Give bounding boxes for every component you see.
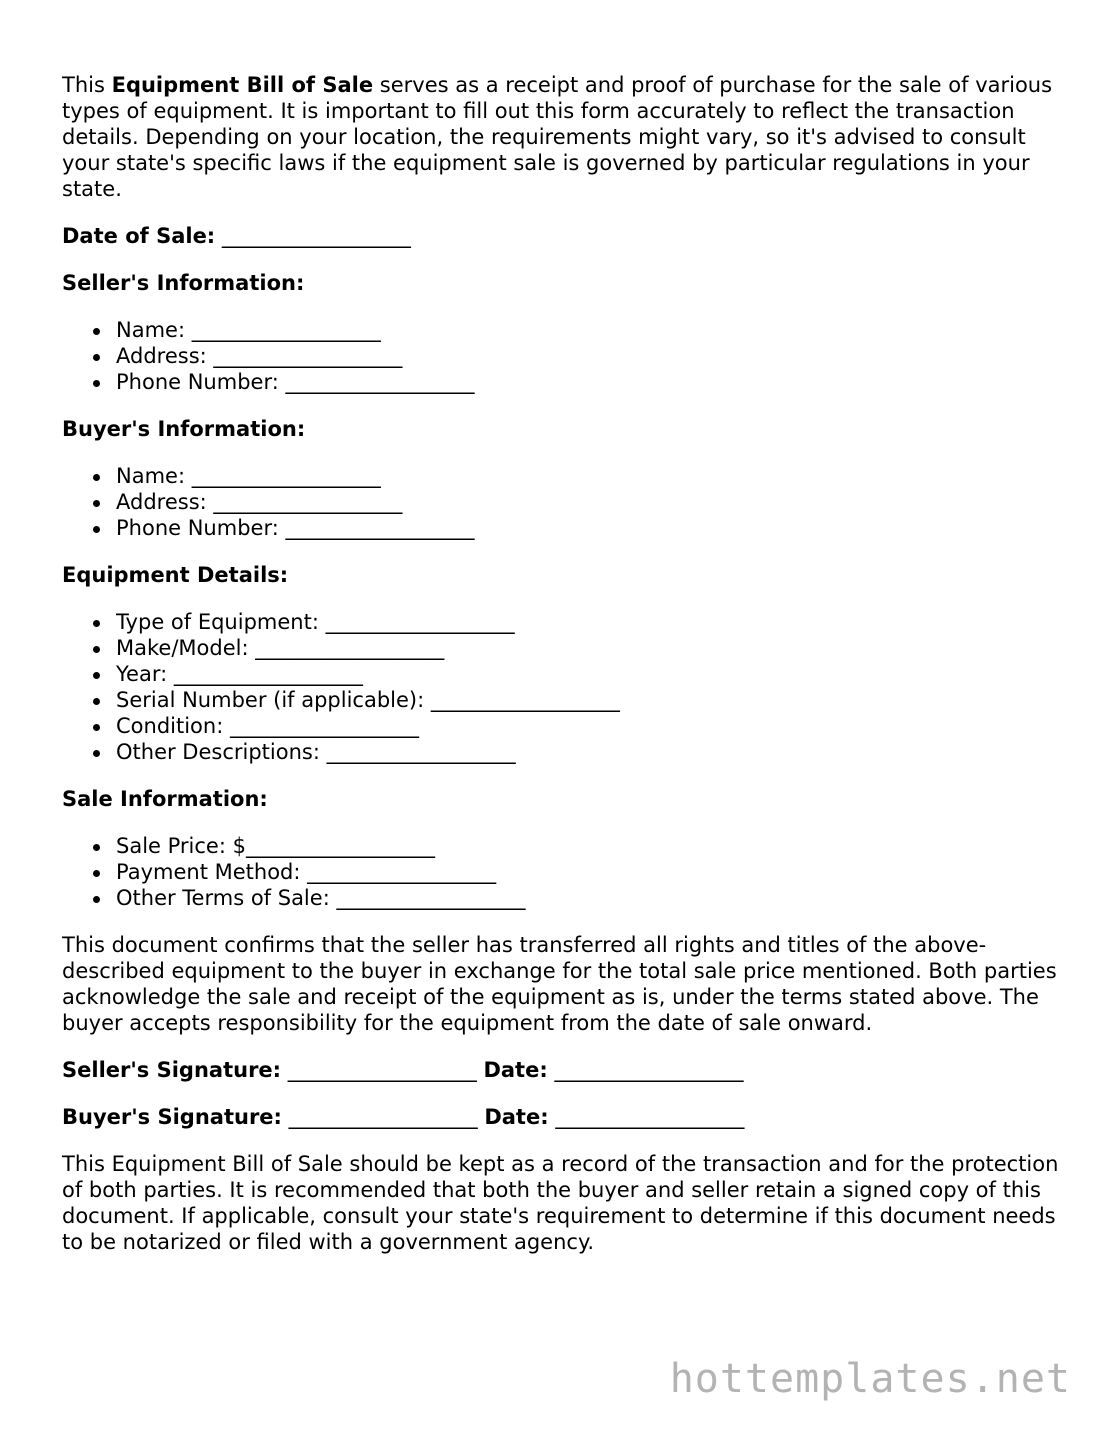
buyer-name-item: Name: __________________: [116, 463, 1062, 489]
sale-info-list: [62, 833, 1062, 911]
date-of-sale-line: [62, 223, 1062, 249]
equipment-details-heading: Equipment Details:: [62, 563, 289, 587]
equipment-condition-item: Condition: __________________: [116, 713, 1062, 739]
watermark-text: hottemplates.net: [669, 1356, 1071, 1402]
equipment-make-model-item: Make/Model: __________________: [116, 635, 1062, 661]
equipment-other-item: Other Descriptions: __________________: [116, 739, 1062, 765]
buyer-address-item: Address: __________________: [116, 489, 1062, 515]
intro-paragraph: [62, 72, 1062, 202]
seller-address-item: Address: __________________: [116, 343, 1062, 369]
seller-signature-label: Seller's Signature:: [62, 1058, 282, 1082]
equipment-details-list: [62, 609, 1062, 765]
intro-post: serves as a receipt and proof of purchase for the sale of various types of equipment. It is important to fill out this form accurately to reflect the transaction details. Depending on your location, the requirements might vary, so it's advised to consult your state's specific laws if the equipment sale is governed by particular regulations in your state.: [62, 73, 1053, 201]
document-body: [62, 72, 1062, 1255]
sale-price-item: Sale Price: $__________________: [116, 833, 1062, 859]
buyer-signature-blank: __________________: [288, 1105, 478, 1129]
buyer-info-list: [62, 463, 1062, 541]
seller-date-blank: __________________: [554, 1058, 744, 1082]
sale-info-heading: Sale Information:: [62, 787, 268, 811]
footer-note-paragraph: This Equipment Bill of Sale should be kept as a record of the transaction and for the protection of both parties. It is recommended that both the buyer and seller retain a signed copy of this document. If applicable, consult your state's requirement to determine if this document needs to be notarized or filed with a government agency.: [62, 1152, 1059, 1254]
buyer-phone-item: Phone Number: __________________: [116, 515, 1062, 541]
date-of-sale-blank: __________________: [221, 224, 411, 248]
buyer-signature-line: [62, 1104, 1062, 1130]
equipment-year-item: Year: __________________: [116, 661, 1062, 687]
buyer-date-blank: __________________: [555, 1105, 745, 1129]
buyer-date-label: Date:: [484, 1105, 549, 1129]
confirmation-paragraph: This document confirms that the seller has transferred all rights and titles of the above-described equipment to the buyer in exchange for the total sale price mentioned. Both parties acknowledge the sale and receipt of the equipment as is, under the terms stated above. The buyer accepts responsibility for the equipment from the date of sale onward.: [62, 933, 1057, 1035]
intro-pre: This: [62, 73, 112, 97]
intro-document-title: Equipment Bill of Sale: [111, 73, 374, 97]
payment-method-item: Payment Method: __________________: [116, 859, 1062, 885]
buyer-info-heading: Buyer's Information:: [62, 417, 306, 441]
seller-name-item: Name: __________________: [116, 317, 1062, 343]
seller-info-list: [62, 317, 1062, 395]
seller-signature-line: [62, 1057, 1062, 1083]
equipment-type-item: Type of Equipment: __________________: [116, 609, 1062, 635]
equipment-serial-item: Serial Number (if applicable): __________________: [116, 687, 1062, 713]
seller-date-label: Date:: [483, 1058, 548, 1082]
seller-info-heading: Seller's Information:: [62, 271, 305, 295]
other-terms-item: Other Terms of Sale: __________________: [116, 885, 1062, 911]
seller-phone-item: Phone Number: __________________: [116, 369, 1062, 395]
buyer-signature-label: Buyer's Signature:: [62, 1105, 282, 1129]
seller-signature-blank: __________________: [287, 1058, 477, 1082]
date-of-sale-label: Date of Sale:: [62, 224, 216, 248]
